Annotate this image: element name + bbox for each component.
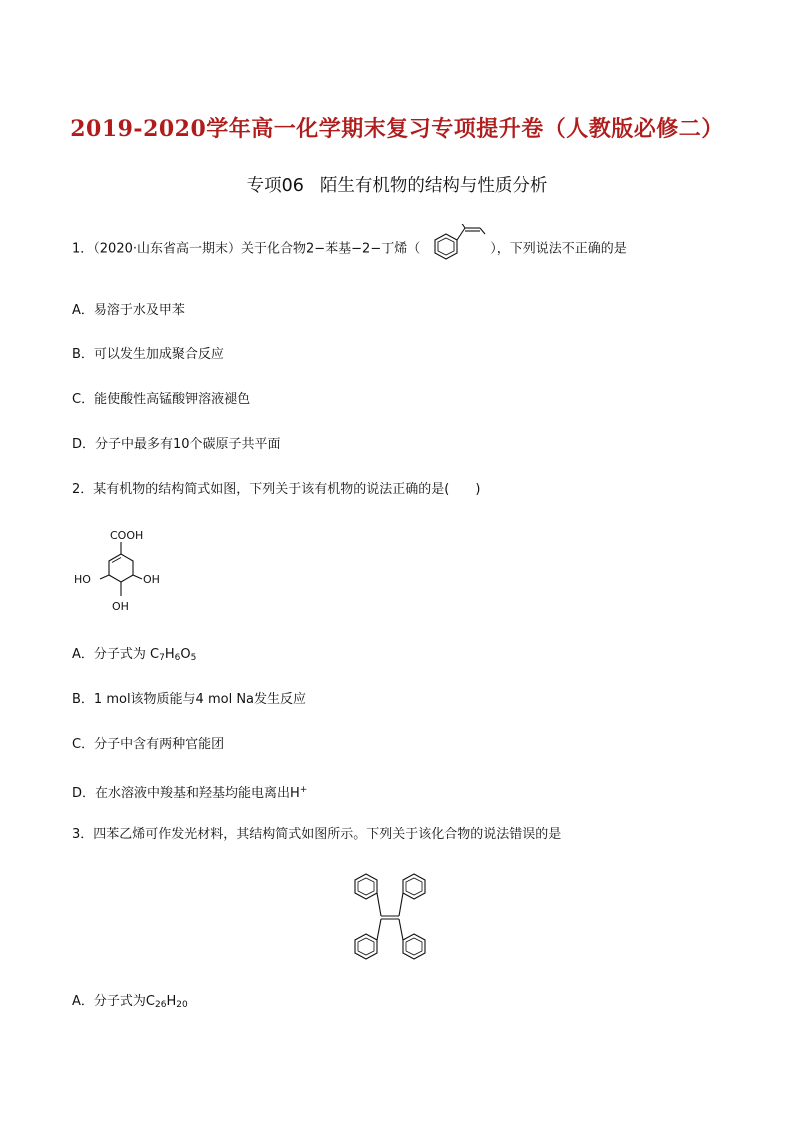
section-subtitle (0, 172, 794, 197)
ho-left-label: HO (74, 573, 91, 586)
q2-a-o-count: 5 (190, 653, 197, 663)
question-3-stem: 3．四苯乙烯可作发光材料，其结构简式如图所示。下列关于该化合物的说法错误的是 (72, 827, 562, 842)
phenyl-ring-bottom-right (403, 934, 425, 959)
question-3-option-a (72, 993, 188, 1014)
oh-bottom-label: OH (112, 600, 129, 613)
phenyl-ring-bottom-left (355, 934, 377, 959)
q3-a-h: H (166, 994, 177, 1009)
cooh-label: COOH (110, 529, 144, 542)
q3-a-text: A．分子式为C (72, 994, 155, 1009)
question-2-option-c: C．分子中含有两种官能团 (72, 737, 225, 752)
q3-a-h-count: 20 (176, 1000, 188, 1010)
question-1-stem-pre: 1．（2020·山东省高一期末）关于化合物2−苯基−2−丁烯（ (72, 241, 421, 257)
q2-a-c-count: 7 (159, 653, 165, 663)
question-1-option-d: D．分子中最多有10个碳原子共平面 (72, 437, 281, 452)
q2-a-text: A．分子式为 C (72, 647, 160, 662)
question-1-stem-post: ），下列说法不正确的是 (490, 241, 627, 257)
question-2-option-b: B．1 mol该物质能与4 mol Na发生反应 (72, 692, 307, 707)
q2-d-text: D．在水溶液中羧基和羟基均能电离出H (72, 786, 300, 801)
section-topic: 陌生有机物的结构与性质分析 (319, 176, 548, 196)
question-1-option-b: B．可以发生加成聚合反应 (72, 347, 224, 362)
section-number: 专项06 (246, 176, 304, 196)
phenyl-ring-top-left (355, 874, 377, 899)
phenylbutene-structure-icon (428, 224, 486, 264)
question-2-stem: 2．某有机物的结构简式如图，下列关于该有机物的说法正确的是( ) (72, 482, 481, 497)
document-title: 2019-2020学年高一化学期末复习专项提升卷（人教版必修二） (70, 116, 724, 142)
question-1-structure (420, 240, 490, 258)
question-2-option-d (72, 781, 307, 803)
question-1-option-a: A．易溶于水及甲苯 (72, 303, 185, 318)
question-2-option-a (72, 646, 196, 667)
tetraphenylethylene-structure (348, 870, 438, 968)
q2-d-charge: + (299, 785, 308, 795)
question-1-option-c: C．能使酸性高锰酸钾溶液褪色 (72, 392, 251, 407)
q3-a-c-count: 26 (154, 1000, 167, 1010)
question-1-stem (72, 240, 627, 259)
q2-a-h-count: 6 (174, 653, 181, 663)
shikimic-acid-structure (70, 524, 180, 619)
q2-a-h: H (164, 647, 175, 662)
oh-right-label: OH (143, 573, 160, 586)
phenyl-ring-top-right (403, 874, 425, 899)
q2-a-o: O (180, 647, 191, 662)
